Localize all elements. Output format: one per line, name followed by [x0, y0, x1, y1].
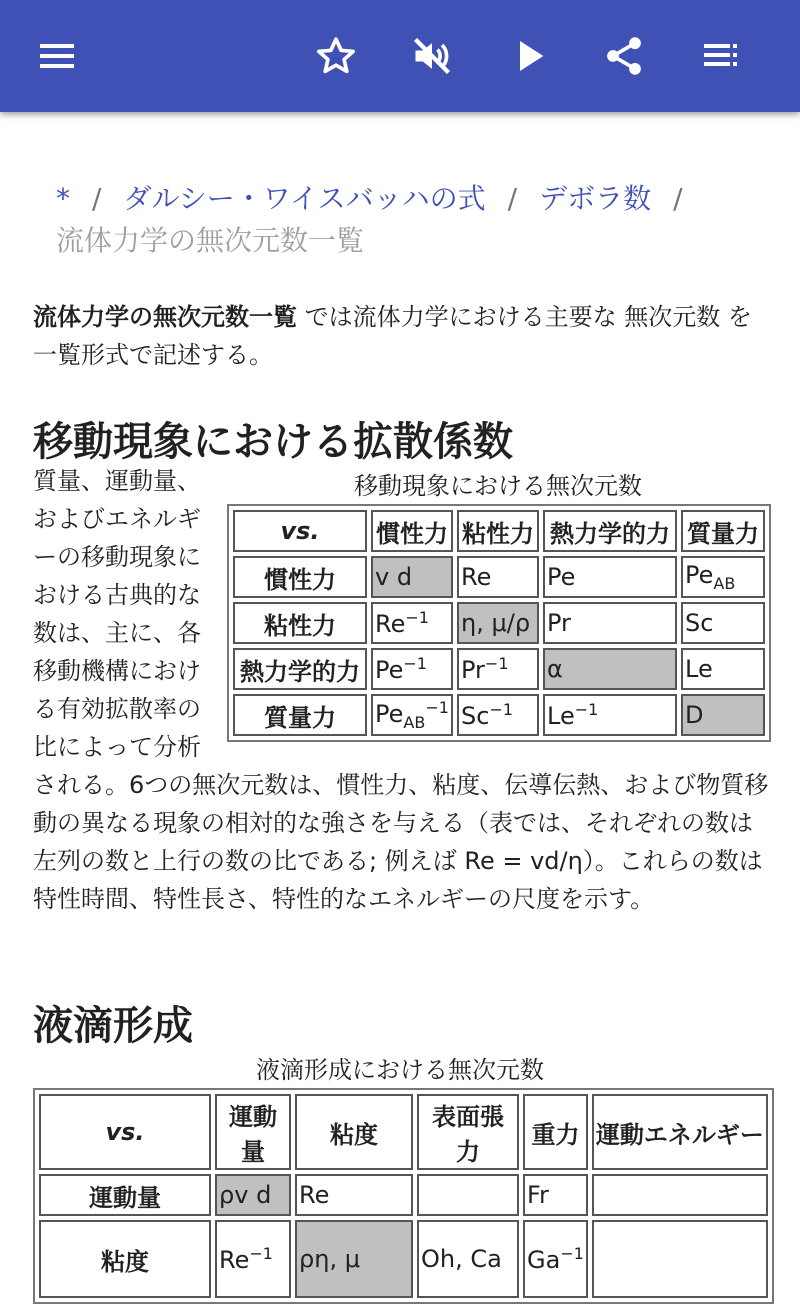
row-header: 慣性力 [233, 556, 367, 598]
table-caption: 液滴形成における無次元数 [256, 1056, 544, 1084]
column-header: 慣性力 [371, 510, 453, 552]
table-cell: $Le^{-1}$ [543, 694, 677, 736]
row-header: 熱力学的力 [233, 648, 367, 690]
table-cell: Oh, Ca [417, 1220, 519, 1298]
breadcrumb-current: 流体力学の無次元数一覧 [56, 224, 365, 257]
row-header: 粘度 [39, 1220, 211, 1298]
table-cell [592, 1220, 768, 1298]
table-cell: $Sc^{-1}$ [457, 694, 539, 736]
table-cell: D [681, 694, 765, 736]
menu-icon[interactable] [32, 32, 80, 80]
column-header: 重力 [523, 1094, 588, 1170]
column-header: 粘性力 [457, 510, 539, 552]
row-header: 粘性力 [233, 602, 367, 644]
column-header: 表面張力 [417, 1094, 519, 1170]
table-cell: η, μ/ρ [457, 602, 539, 644]
table-cell: ρη, μ [295, 1220, 413, 1298]
column-header: 質量力 [681, 510, 765, 552]
share-icon[interactable] [600, 32, 648, 80]
table-cell: $Re^{-1}$ [371, 602, 453, 644]
table-cell: Re [457, 556, 539, 598]
section-paragraph: される。6つの無次元数は、慣性力、粘度、伝導伝熱、および物質移動の異なる現象の相対的な強さを与える（表では、それぞれの数は左列の数と上行の数の比である; 例えば Re = vd/η）。これらの数は特性時間、特性長さ、特性的なエネルギーの尺度を示す。 [33, 771, 769, 913]
row-header: 質量力 [233, 694, 367, 736]
section-paragraph: 質量、運動量、およびエネルギーの移動現象における古典的な数は、主に、各移動機構における有効拡散率の比によって分析 [33, 467, 201, 761]
diffusion-table [227, 504, 771, 742]
breadcrumb [56, 178, 776, 262]
lead-paragraph [33, 298, 763, 374]
column-header: 運動エネルギー [592, 1094, 768, 1170]
table-cell: $Pe_{AB}^{-1}$ [371, 694, 453, 736]
column-header: 運動量 [215, 1094, 291, 1170]
section-heading: 移動現象における拡散係数 [33, 419, 513, 465]
lead-link[interactable]: 無次元数 [624, 303, 721, 331]
droplet-table [33, 1088, 774, 1304]
mute-icon[interactable] [408, 32, 456, 80]
lead-text: では流体力学における主要な [297, 303, 625, 331]
table-corner: vs. [233, 510, 367, 552]
breadcrumb-link[interactable]: デボラ数 [539, 182, 652, 215]
play-icon[interactable] [506, 32, 554, 80]
table-cell: $Re^{-1}$ [215, 1220, 291, 1298]
table-caption: 移動現象における無次元数 [354, 472, 642, 500]
section-heading: 液滴形成 [33, 1003, 193, 1049]
list-icon[interactable] [696, 32, 744, 80]
table-cell: Pr [543, 602, 677, 644]
breadcrumb-separator: / [92, 182, 102, 215]
row-header: 運動量 [39, 1174, 211, 1216]
breadcrumb-link[interactable]: ダルシー・ワイスバッハの式 [123, 182, 486, 215]
column-header: 粘度 [295, 1094, 413, 1170]
lead-text: を一覧形式で記述する。 [33, 303, 752, 369]
star-icon[interactable] [312, 32, 360, 80]
table-corner: vs. [39, 1094, 211, 1170]
breadcrumb-link[interactable]: * [56, 182, 70, 215]
table-cell: α [543, 648, 677, 690]
table-cell: $Pr^{-1}$ [457, 648, 539, 690]
breadcrumb-separator: / [673, 182, 683, 215]
app-bar [0, 0, 800, 112]
table-cell: Re [295, 1174, 413, 1216]
table-cell: $Ga^{-1}$ [523, 1220, 588, 1298]
table-cell [592, 1174, 768, 1216]
column-header: 熱力学的力 [543, 510, 677, 552]
table-cell: Sc [681, 602, 765, 644]
breadcrumb-separator: / [507, 182, 518, 215]
table-cell: v d [371, 556, 453, 598]
table-cell: $Pe_{AB}$ [681, 556, 765, 598]
table-cell [417, 1174, 519, 1216]
article-title-term: 流体力学の無次元数一覧 [33, 303, 297, 331]
table-cell: $Pe^{-1}$ [371, 648, 453, 690]
table-cell: Le [681, 648, 765, 690]
table-cell: Fr [523, 1174, 588, 1216]
table-cell: ρv d [215, 1174, 291, 1216]
table-cell: Pe [543, 556, 677, 598]
